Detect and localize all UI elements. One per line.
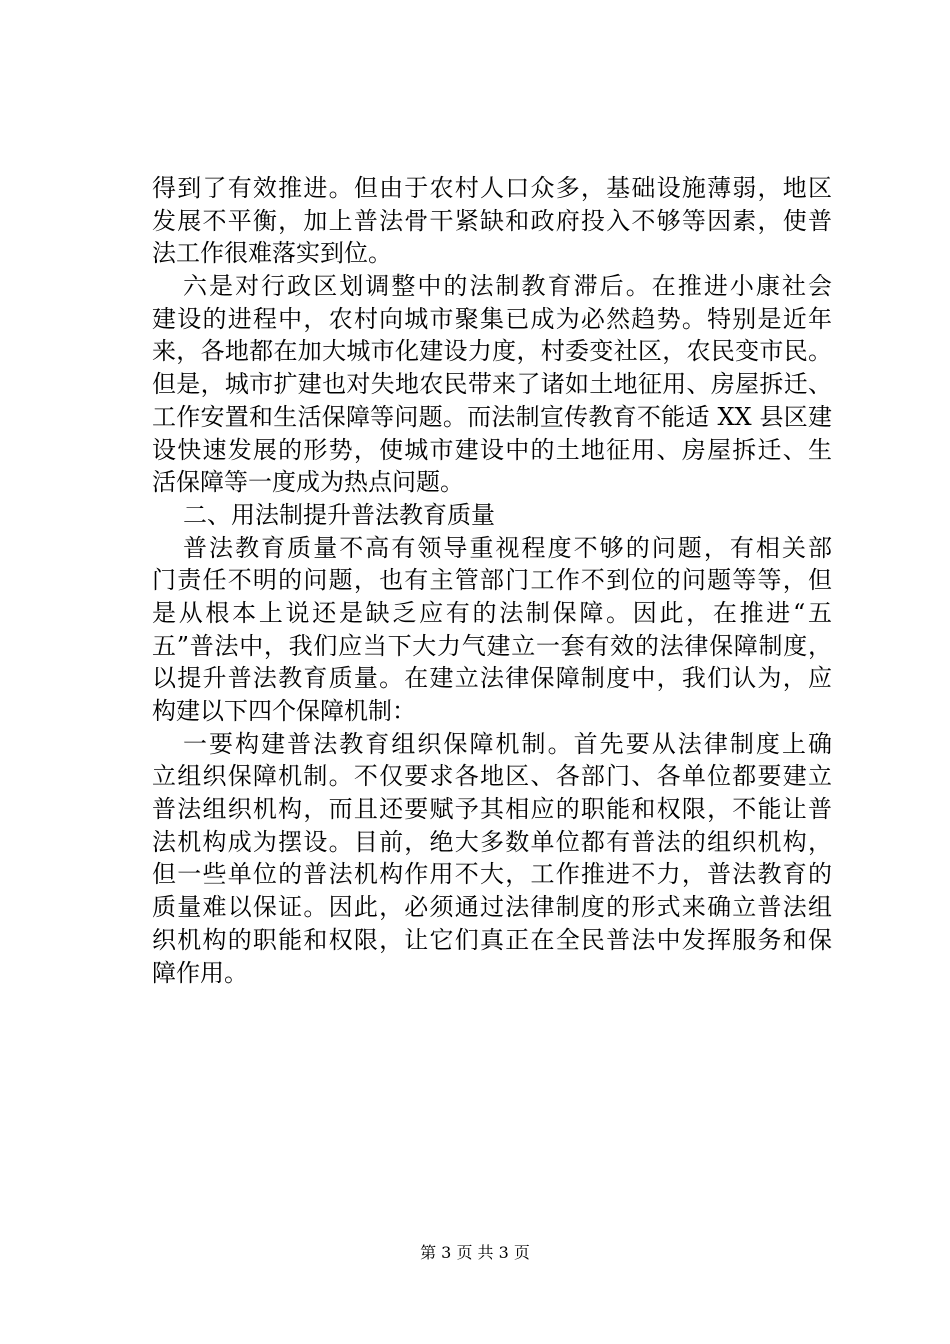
text-line: 法工作很难落实到位。	[152, 239, 392, 268]
text-line: 设快速发展的形势，使城市建设中的土地征用、房屋拆迁、生	[152, 435, 832, 464]
text-line: 普法教育质量不高有领导重视程度不够的问题，有相关部	[183, 533, 832, 562]
text-line: 来，各地都在加大城市化建设力度，村委变社区，农民变市民。	[152, 337, 832, 366]
text-line: 但是，城市扩建也对失地农民带来了诸如土地征用、房屋拆迁、	[152, 370, 832, 399]
text-line: 活保障等一度成为热点问题。	[152, 468, 464, 497]
text-line: 一要构建普法教育组织保障机制。首先要从法律制度上确	[183, 729, 832, 758]
text-line: 工作安置和生活保障等问题。而法制宣传教育不能适 XX 县区建	[152, 402, 832, 431]
text-line: 发展不平衡，加上普法骨干紧缺和政府投入不够等因素，使普	[152, 206, 832, 235]
text-line: 以提升普法教育质量。在建立法律保障制度中，我们认为，应	[152, 664, 832, 693]
text-line: 五”普法中，我们应当下大力气建立一套有效的法律保障制度，	[152, 631, 832, 660]
text-line: 障作用。	[152, 958, 248, 987]
text-line: 门责任不明的问题，也有主管部门工作不到位的问题等等，但	[152, 566, 832, 595]
text-line: 是从根本上说还是缺乏应有的法制保障。因此，在推进“五	[152, 598, 832, 627]
text-line: 立组织保障机制。不仅要求各地区、各部门、各单位都要建立	[152, 762, 832, 791]
text-line: 质量难以保证。因此，必须通过法律制度的形式来确立普法组	[152, 893, 832, 922]
text-line: 构建以下四个保障机制：	[152, 697, 416, 725]
text-line: 但一些单位的普法机构作用不大，工作推进不力，普法教育的	[152, 860, 832, 889]
text-line: 织机构的职能和权限，让它们真正在全民普法中发挥服务和保	[152, 925, 832, 954]
text-line: 建设的进程中，农村向城市聚集已成为必然趋势。特别是近年	[152, 304, 832, 333]
section-heading: 二、用法制提升普法教育质量	[183, 500, 495, 529]
text-line: 法机构成为摆设。目前，绝大多数单位都有普法的组织机构，	[152, 827, 832, 856]
page-number-footer: 第 3 页 共 3 页	[420, 1243, 530, 1262]
text-line: 普法组织机构，而且还要赋予其相应的职能和权限，不能让普	[152, 795, 832, 824]
text-line: 得到了有效推进。但由于农村人口众多，基础设施薄弱，地区	[152, 174, 832, 202]
document-body	[152, 172, 832, 989]
text-line: 六是对行政区划调整中的法制教育滞后。在推进小康社会	[183, 272, 832, 301]
